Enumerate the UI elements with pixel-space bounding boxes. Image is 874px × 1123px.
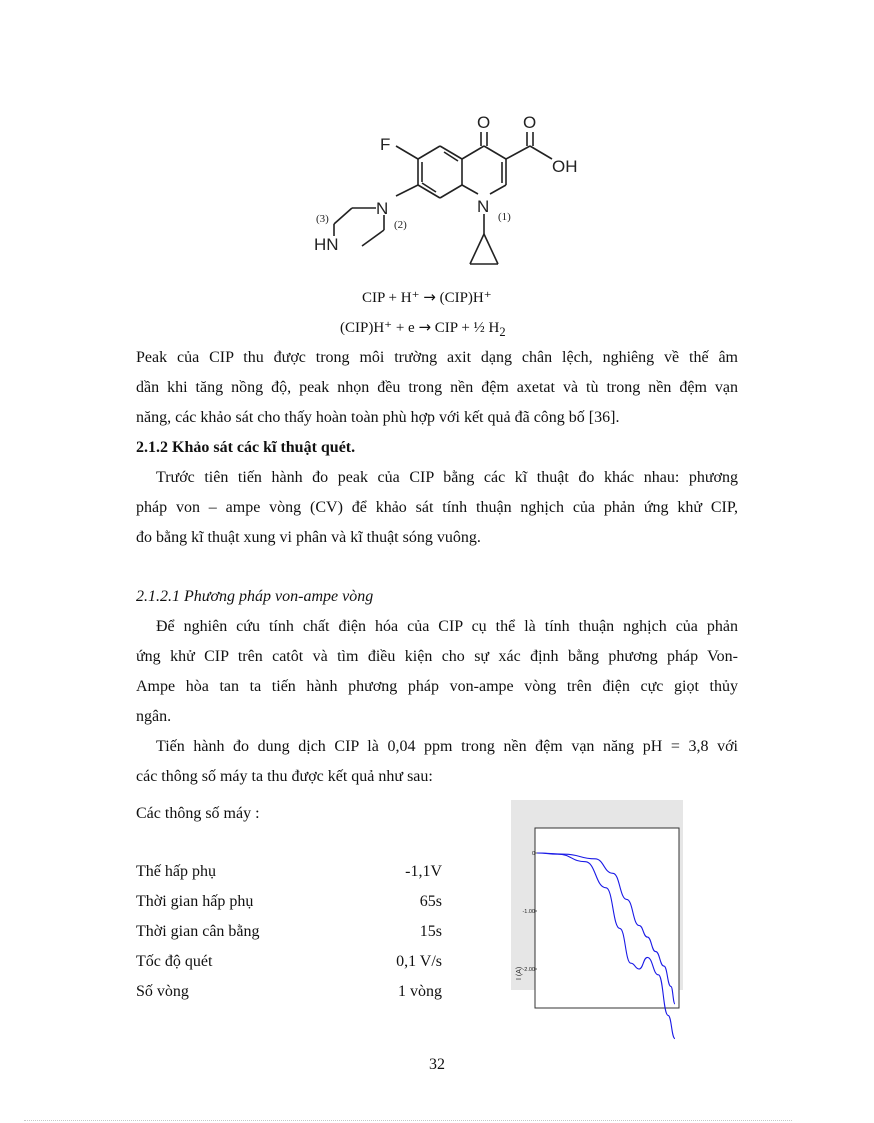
- voltammogram-frame: [511, 800, 683, 990]
- paragraph-2-line-1: Trước tiên tiến hành đo peak của CIP bằng các kĩ thuật đo khác nhau: phương: [156, 469, 738, 486]
- atom-oh: OH: [552, 157, 578, 176]
- site-label-3: (3): [316, 213, 329, 225]
- paragraph-3-line-4: ngân.: [136, 708, 172, 725]
- y-tick-label: -2.00: [522, 967, 535, 973]
- atom-o-acid: O: [523, 113, 537, 132]
- param-label: Tốc độ quét: [136, 953, 213, 970]
- paragraph-1-line-2: dần khi tăng nồng độ, peak nhọn đều trong nền đệm axetat và tù trong nền đệm vạn: [136, 379, 738, 396]
- param-label: Thời gian hấp phụ: [136, 893, 254, 910]
- paragraph-4-line-1: Tiến hành đo dung dịch CIP là 0,04 ppm trong nền đệm vạn năng pH = 3,8 với: [156, 738, 738, 755]
- param-value: 65s: [419, 893, 442, 910]
- page-bottom-divider: [24, 1120, 792, 1121]
- paragraph-3-line-1: Để nghiên cứu tính chất điện hóa của CIP cụ thể là tính thuận nghịch của phản: [156, 618, 738, 635]
- voltammogram-chart: [511, 800, 683, 990]
- section-heading-2-1-2: 2.1.2 Khảo sát các kĩ thuật quét.: [136, 439, 356, 456]
- paragraph-2-line-2: pháp von – ampe vòng (CV) để khảo sát tính thuận nghịch của phản ứng khử CIP,: [136, 499, 738, 516]
- equation-1-rhs: (CIP)H⁺: [439, 290, 492, 306]
- arrow-icon: →: [418, 318, 432, 336]
- params-table: [0, 855, 460, 1000]
- param-value: 15s: [419, 923, 442, 940]
- equation-1-lhs: CIP + H⁺: [362, 290, 420, 306]
- param-value: 0,1 V/s: [396, 953, 442, 970]
- equation-2-rhs: CIP + ½ H: [434, 320, 500, 336]
- param-label: Số vòng: [136, 983, 189, 1000]
- paragraph-1-line-1: Peak của CIP thu được trong môi trường axit dạng chân lệch, nghiêng về thế âm: [136, 349, 738, 366]
- page-number: 32: [429, 1056, 445, 1073]
- atom-o-ketone: O: [477, 113, 491, 132]
- atom-n1: N: [477, 197, 490, 216]
- site-label-1: (1): [498, 211, 511, 223]
- paragraph-1-line-3: năng, các khảo sát cho thấy hoàn toàn phù hợp với kết quả đã công bố [36].: [136, 409, 620, 426]
- section-heading-2-1-2-1: 2.1.2.1 Phương pháp von-ampe vòng: [136, 588, 374, 605]
- site-label-2: (2): [394, 219, 407, 231]
- equation-2: [340, 318, 506, 340]
- param-value: 1 vòng: [398, 983, 442, 1000]
- param-row: [136, 863, 442, 881]
- equation-2-lhs: (CIP)H⁺ + e: [340, 320, 415, 336]
- paragraph-2-line-3: đo bằng kĩ thuật xung vi phân và kĩ thuật sóng vuông.: [136, 529, 481, 546]
- param-row: [136, 893, 442, 911]
- ciprofloxacin-structure: [300, 112, 590, 280]
- arrow-icon: →: [423, 288, 436, 306]
- equation-2-subscript: 2: [499, 325, 506, 339]
- param-value: -1,1V: [405, 863, 442, 880]
- atom-hn: HN: [314, 235, 339, 254]
- atom-f: F: [380, 135, 391, 154]
- equation-1: [362, 288, 492, 307]
- y-axis-label: I (A): [516, 966, 523, 980]
- params-title: Các thông số máy :: [136, 805, 260, 822]
- y-tick-label: -1.00: [522, 909, 535, 915]
- param-row: [136, 953, 442, 971]
- param-label: Thời gian cân bằng: [136, 923, 260, 940]
- param-label: Thế hấp phụ: [136, 863, 216, 880]
- paragraph-4-line-2: các thông số máy ta thu được kết quả như sau:: [136, 768, 433, 785]
- paragraph-3-line-3: Ampe hòa tan ta tiến hành phương pháp von-ampe vòng trên điện cực giọt thủy: [136, 678, 738, 695]
- atom-n2: N: [376, 199, 389, 218]
- param-row: [136, 983, 442, 1001]
- paragraph-3-line-2: ứng khử CIP trên catôt và tìm điều kiện cho sự xác định bằng phương pháp Von-: [136, 648, 738, 665]
- plot-area: [535, 828, 679, 1008]
- param-row: [136, 923, 442, 941]
- y-tick-label: 0: [531, 851, 535, 857]
